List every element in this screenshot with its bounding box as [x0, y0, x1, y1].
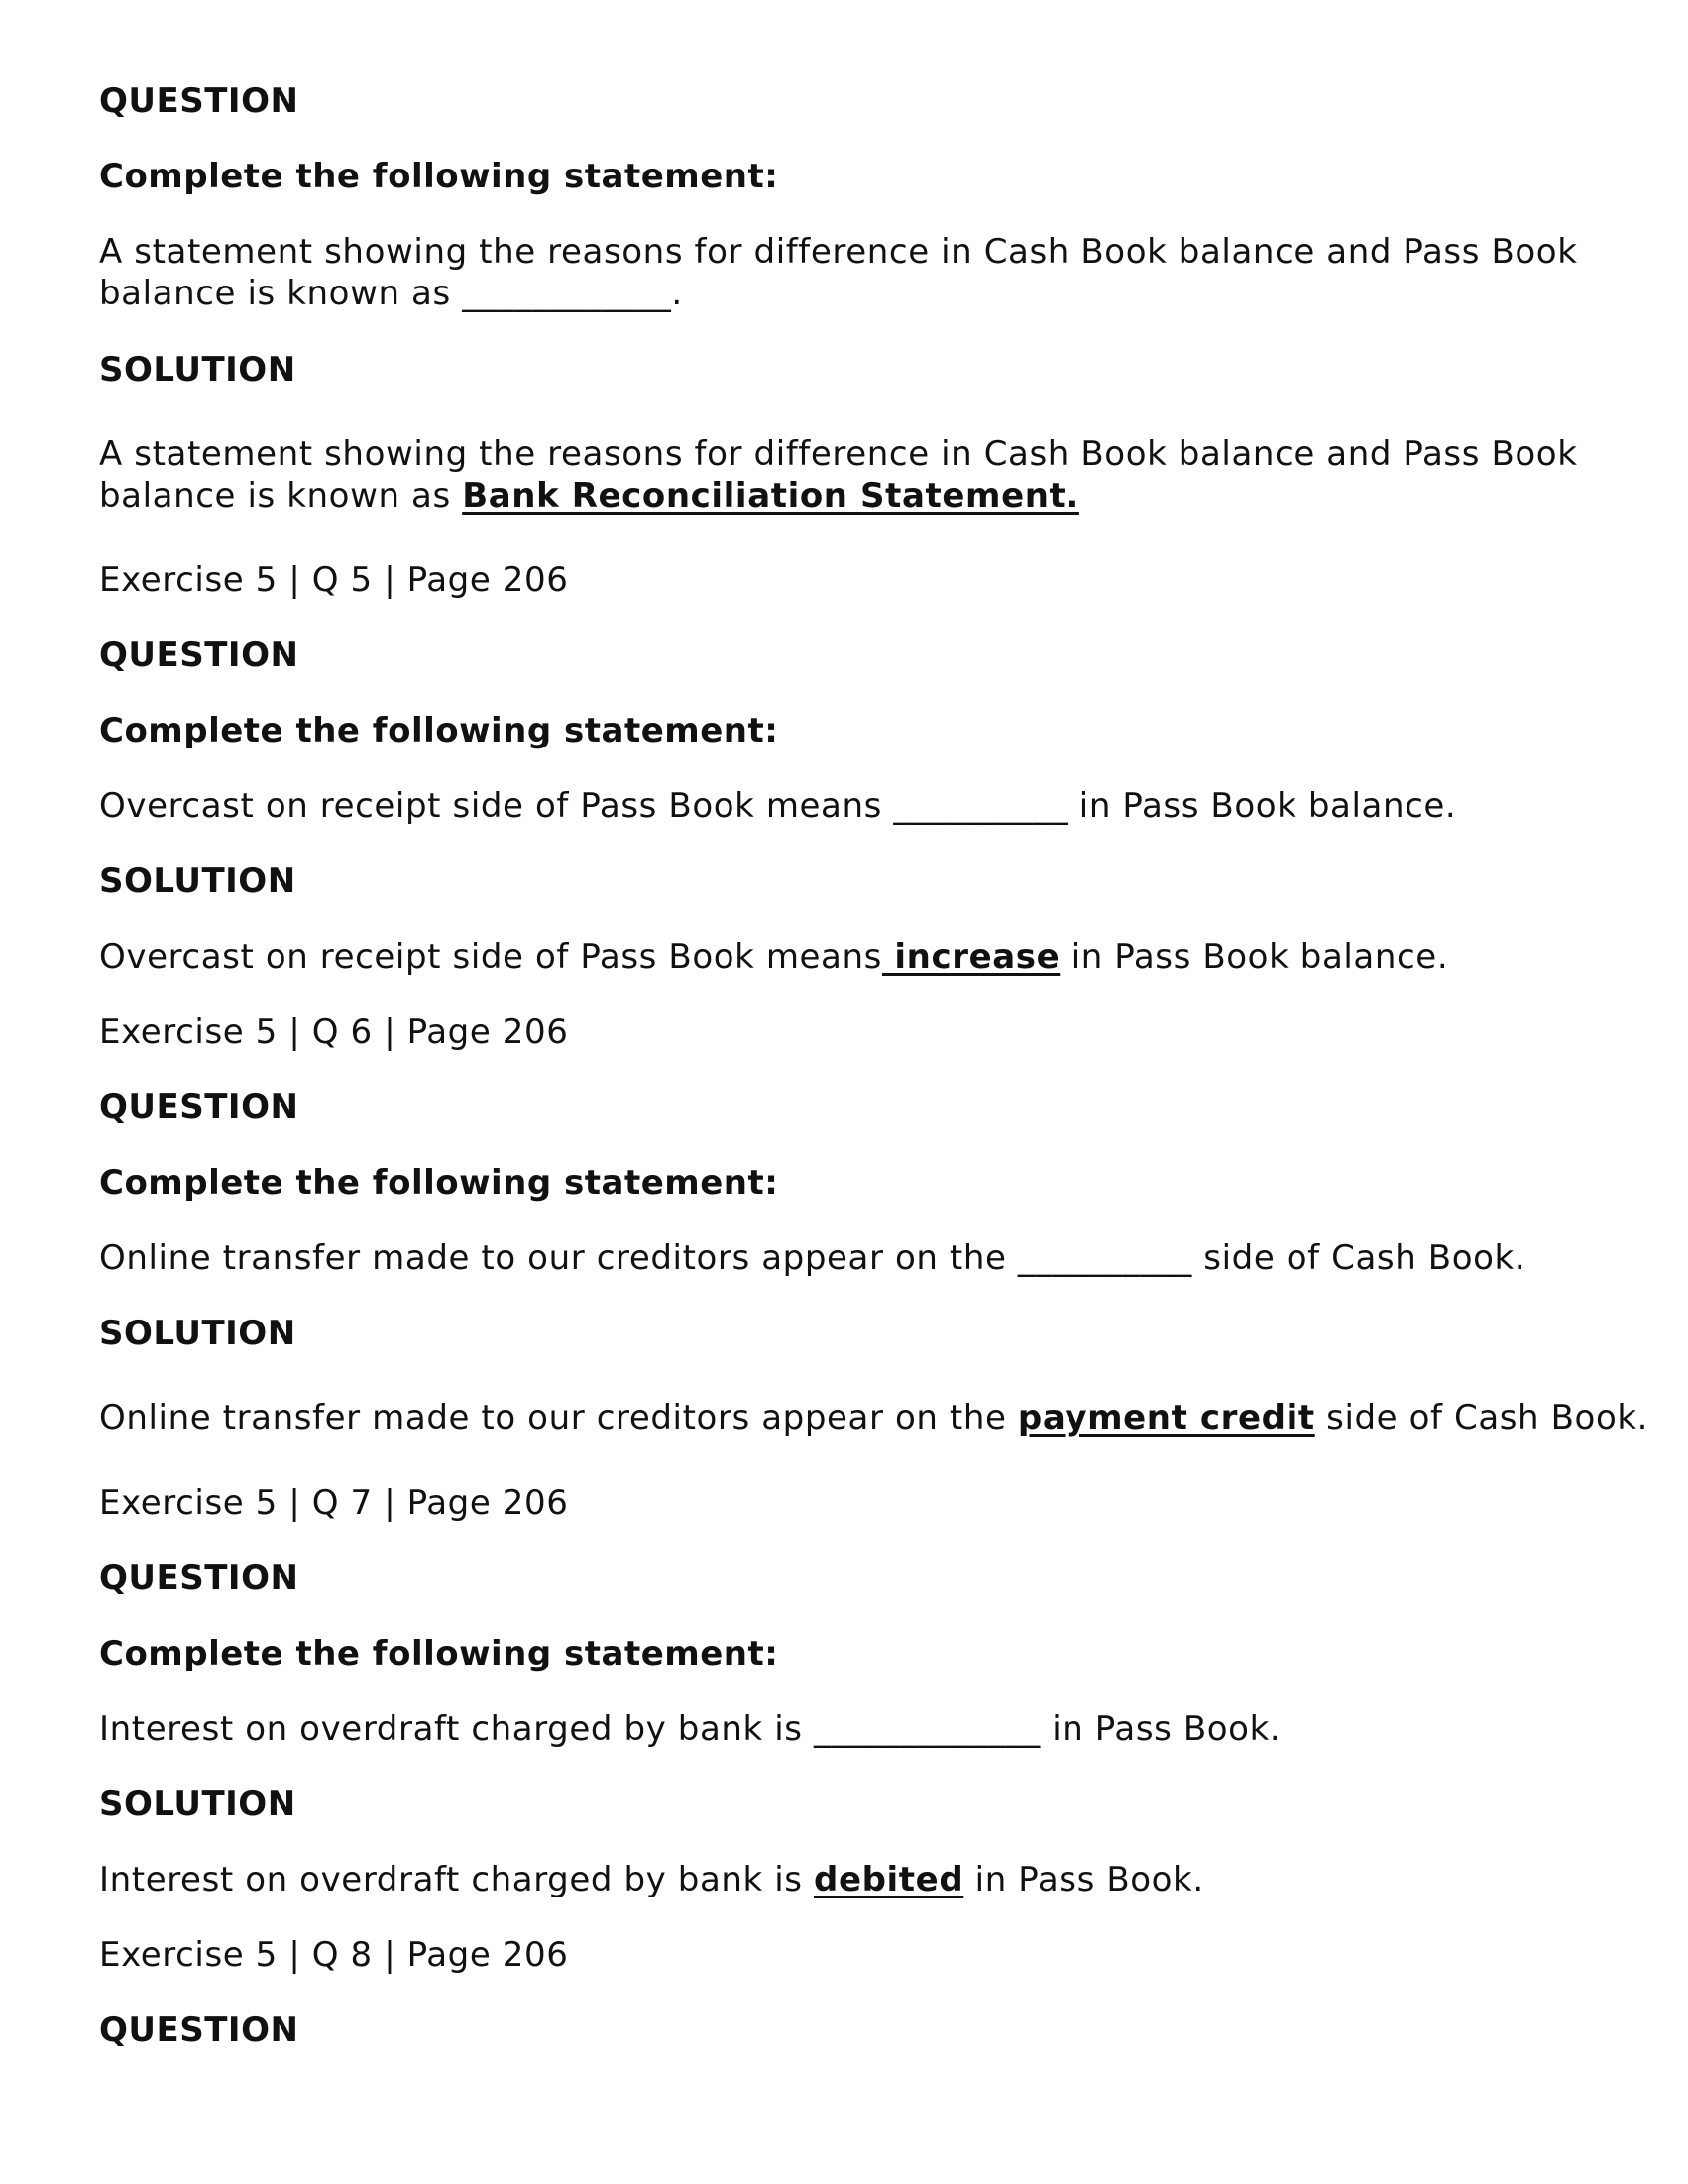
exercise-reference: Exercise 5 | Q 5 | Page 206 — [99, 560, 569, 600]
question-text-line-1: Overcast on receipt side of Pass Book means __________ in Pass Book balance. — [99, 786, 1457, 826]
solution-text-before-answer: Overcast on receipt side of Pass Book means — [99, 937, 882, 977]
exercise-reference: Exercise 5 | Q 7 | Page 206 — [99, 1483, 569, 1523]
solution-text-before-answer: Interest on overdraft charged by bank is — [99, 1860, 815, 1899]
question-text-line-1: Online transfer made to our creditors appear on the __________ side of Cash Book. — [99, 1238, 1526, 1278]
question-prompt: Complete the following statement: — [99, 1163, 779, 1203]
solution-answer: increase — [881, 937, 1061, 977]
solution-text-line-2 — [99, 475, 1589, 517]
solution-text-line-1 — [99, 1859, 1589, 1900]
solution-heading: SOLUTION — [99, 350, 296, 390]
question-heading: QUESTION — [99, 1088, 299, 1127]
question-heading: QUESTION — [99, 2011, 299, 2050]
solution-text-line-1 — [99, 1397, 1649, 1438]
solution-text-line-1 — [99, 936, 1589, 977]
question-text-line-2: balance is known as ____________. — [99, 274, 683, 313]
question-text-line-1: Interest on overdraft charged by bank is _____________ in Pass Book. — [99, 1709, 1282, 1749]
solution-heading: SOLUTION — [99, 862, 296, 901]
question-text-line-1: A statement showing the reasons for difference in Cash Book balance and Pass Book — [99, 232, 1578, 272]
question-prompt: Complete the following statement: — [99, 157, 779, 196]
question-heading: QUESTION — [99, 635, 299, 675]
exercise-reference: Exercise 5 | Q 8 | Page 206 — [99, 1935, 569, 1975]
solution-text-after-answer: side of Cash Book. — [1314, 1398, 1649, 1437]
solution-text-line-1: A statement showing the reasons for difference in Cash Book balance and Pass Book — [99, 434, 1578, 474]
solution-text-after-answer: in Pass Book. — [963, 1860, 1204, 1899]
solution-text-before-answer: Online transfer made to our creditors appear on the — [99, 1398, 1018, 1437]
question-heading: QUESTION — [99, 1558, 299, 1598]
question-heading: QUESTION — [99, 81, 299, 121]
question-prompt: Complete the following statement: — [99, 711, 779, 750]
exercise-reference: Exercise 5 | Q 6 | Page 206 — [99, 1012, 569, 1052]
solution-text-after-answer: in Pass Book balance. — [1060, 937, 1449, 977]
solution-answer: payment credit — [1017, 1398, 1315, 1437]
solution-heading: SOLUTION — [99, 1314, 296, 1353]
solution-answer: debited — [814, 1860, 964, 1899]
solution-answer: Bank Reconciliation Statement. — [462, 476, 1079, 516]
question-prompt: Complete the following statement: — [99, 1634, 779, 1673]
solution-text-before-answer: balance is known as — [99, 476, 463, 516]
solution-heading: SOLUTION — [99, 1784, 296, 1824]
